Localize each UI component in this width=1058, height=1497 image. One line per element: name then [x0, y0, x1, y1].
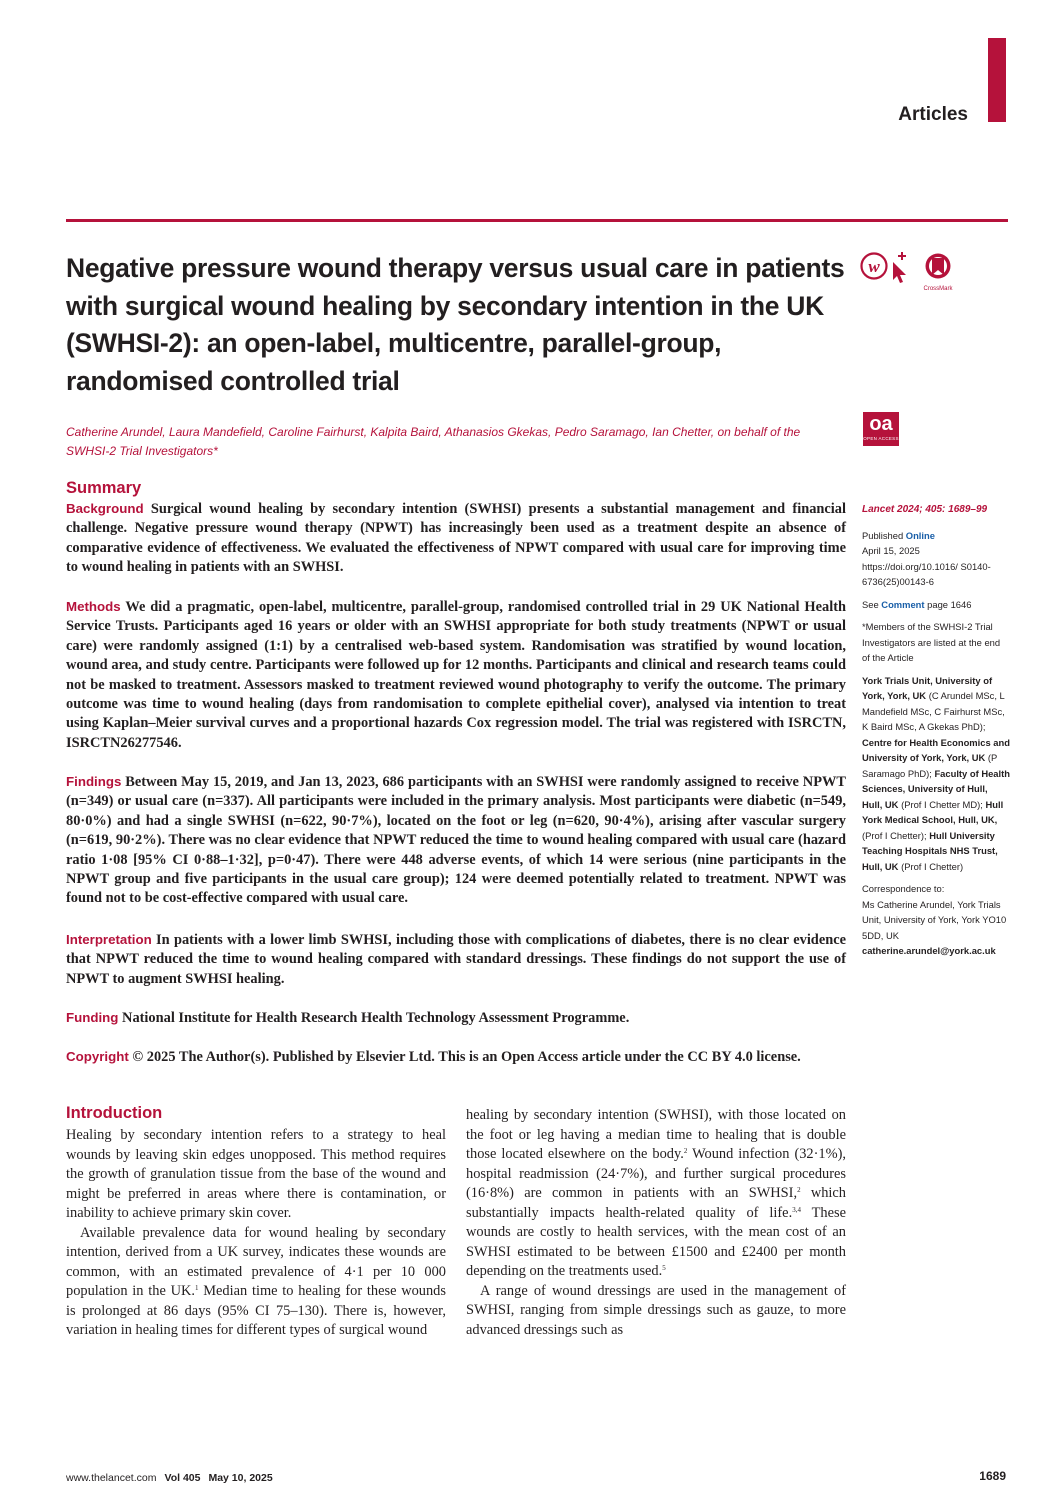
intro-p2-text-a: Available prevalence data for wound healing by secondary intention, derived from a UK survey, indicates these wounds are common, with an estimated prevalence of 4·1 per 10 000 population in the UK.: [66, 1224, 446, 1299]
affiliation-4-authors: (Prof I Chetter);: [862, 829, 930, 841]
issue-date: May 10, 2025: [208, 1472, 273, 1484]
affiliation-5-authors: (Prof I Chetter): [898, 860, 964, 872]
abstract-background-label: Background: [66, 501, 144, 516]
abstract-funding: [66, 1008, 846, 1028]
introduction-heading: Introduction: [66, 1104, 163, 1122]
cursor-add-icon[interactable]: [893, 252, 906, 283]
abstract-background: [66, 499, 846, 578]
see-rest: page 1646: [924, 598, 972, 610]
correspondence-address: Ms Catherine Arundel, York Trials Unit, University of York, York YO10 5DD, UK: [862, 898, 1007, 941]
abstract-interpretation-label: Interpretation: [66, 932, 152, 947]
intro-p3-text-c: which substantially impacts health-related quality of life.: [466, 1185, 846, 1221]
affiliation-2-authors: (P Saramago PhD);: [862, 752, 998, 779]
affiliation-3: Faculty of Health Sciences, University of Hull, Hull, UK: [862, 767, 1010, 810]
publication-info: [862, 528, 1010, 590]
published-prefix: Published: [862, 529, 906, 541]
abstract-copyright-text: © 2025 The Author(s). Published by Elsevier Ltd. This is an Open Access article under the CC BY 4.0 license.: [132, 1049, 801, 1065]
affiliation-1: York Trials Unit, University of York, York, UK: [862, 674, 993, 701]
body-column-left: [66, 1126, 446, 1341]
crossmark-label: CrossMark: [923, 286, 953, 292]
published-online-link[interactable]: Online: [905, 529, 935, 541]
author-list: Catherine Arundel, Laura Mandefield, Caroline Fairhurst, Kalpita Baird, Athanasios Gkekas, Pedro Saramago, Ian Chetter, on behalf of the SWHSI-2 Trial Investigators*: [66, 425, 801, 458]
intro-p3-text-d: These wounds are costly to health services, with the mean cost of an SWHSI estimated to be between £1500 and £2400 per month depending on the treatments used.: [466, 1204, 847, 1279]
affiliations: [862, 673, 1010, 875]
citation-alert-icon[interactable]: [862, 254, 887, 279]
members-note: *Members of the SWHSI-2 Trial Investigators are listed at the end of the Article: [862, 621, 1001, 663]
abstract-methods-text: We did a pragmatic, open-label, multicentre, parallel-group, randomised controlled trial in 29 UK National Health Service Trusts. Participants aged 16 years or older with an SWHSI appropriate for both study treatments (NPWT or usual care) were randomly assigned (1:1) by a centralised web-based system. Randomisation was stratified by wound location, wound area, and study centre. Participants were followed up for 12 months. Participants and clinical and research teams could not be masked to treatment. Assessors masked to treatment reviewed wound photography to verify the outcome. The primary outcome was time to wound healing (days from randomisation to complete epithelial cover), analysed via intention to treat using Kaplan–Meier survival curves and a proportional hazards Cox regression model. The trial was registered with ISRCTN, ISRCTN26277546.: [66, 599, 846, 751]
summary-heading: Summary: [66, 479, 142, 497]
see-comment: [862, 597, 1010, 613]
abstract-funding-text: National Institute for Health Research Health Technology Assessment Programme.: [122, 1010, 630, 1026]
journal-volume: Vol 405: [164, 1472, 201, 1484]
section-label: Articles: [898, 104, 968, 125]
doi-text: April 15, 2025 https://doi.org/10.1016/ S0140-6736(25)00143-6: [862, 545, 991, 587]
abstract-findings-label: Findings: [66, 774, 122, 789]
intro-p3-text-a: healing by secondary intention (SWHSI), with those located on the foot or leg having a median time to healing that is double those located elsewhere on the body.: [466, 1107, 846, 1162]
abstract-funding-label: Funding: [66, 1010, 119, 1025]
reference-marker[interactable]: 5: [662, 1264, 666, 1272]
intro-paragraph-3: [466, 1106, 846, 1282]
affiliation-5: Hull University Teaching Hospitals NHS Trust, Hull, UK: [862, 829, 998, 872]
reference-marker[interactable]: 1: [194, 1284, 199, 1292]
abstract-findings: [66, 772, 846, 909]
affiliation-4: Hull York Medical School, Hull, UK,: [862, 798, 1004, 825]
journal-website[interactable]: www.thelancet.com: [66, 1472, 157, 1484]
reference-marker[interactable]: 2: [683, 1147, 688, 1155]
affiliation-1-authors: (C Arundel MSc, L Mandefield MSc, C Fairhurst MSc, K Baird MSc, A Gkekas PhD);: [862, 690, 1005, 732]
header-rule: [66, 219, 1008, 222]
oa-sub-label: OPEN ACCESS: [863, 436, 899, 441]
abstract-background-text: Surgical wound healing by secondary intention (SWHSI) presents a substantial management and financial challenge. Negative pressure wound therapy (NPWT) has increasingly been used as a treatment despite an absence of comparative evidence of effectiveness. We evaluated the effectiveness of NPWT compared with usual care for improving time to wound healing in patients with an SWHSI.: [66, 501, 846, 576]
journal-citation: Lancet 2024; 405: 1689–99: [862, 504, 988, 515]
comment-link[interactable]: Comment: [881, 598, 925, 610]
intro-paragraph-4: A range of wound dressings are used in the management of SWHSI, ranging from simple dressings such as gauze, to more advanced dressings such as: [466, 1282, 846, 1338]
article-title: Negative pressure wound therapy versus usual care in patients with surgical wound healing by secondary intention in the UK (SWHSI-2): an open-label, multicentre, parallel-group, randomised controlled trial: [66, 253, 845, 396]
intro-p3-text-b: Wound infection (32·1%), hospital readmission (24·7%), and further surgical procedures (16·8%) are common in patients with an SWHSI,: [466, 1146, 846, 1201]
abstract-methods-label: Methods: [66, 599, 121, 614]
article-tools-graphic: [860, 250, 970, 295]
affiliation-2: Centre for Health Economics and University of York, York, UK: [862, 736, 1010, 763]
correspondence-label: Correspondence to:: [862, 883, 945, 894]
intro-paragraph-1: Healing by secondary intention refers to a strategy to heal wounds by leaving skin edges unopposed. This method requires the growth of granulation tissue from the base of the wound and might be preferred in areas where there is contamination, or inability to achieve primary skin cover.: [66, 1127, 446, 1221]
open-access-badge: [863, 412, 899, 446]
intro-paragraph-2: [66, 1224, 446, 1341]
abstract-copyright-label: Copyright: [66, 1049, 129, 1064]
crossmark-icon[interactable]: [923, 254, 953, 293]
svg-text:w: w: [868, 257, 880, 276]
correspondence: [862, 881, 1010, 959]
page-footer: [66, 1472, 273, 1484]
article-sidebar: [862, 502, 1010, 966]
oa-label: oa: [869, 413, 893, 435]
see-prefix: See: [862, 598, 882, 610]
abstract-interpretation: [66, 930, 846, 989]
affiliation-3-authors: (Prof I Chetter MD);: [898, 798, 986, 810]
header-accent-bar: [988, 38, 1006, 122]
abstract-copyright: [66, 1047, 846, 1067]
abstract-methods: [66, 597, 846, 753]
intro-p2-text-b: Median time to healing for these wounds is prolonged at 86 days (95% CI 75–130). There is, however, variation in healing times for different types of surgical wound: [66, 1283, 446, 1338]
reference-marker[interactable]: 2: [797, 1186, 801, 1194]
correspondence-email[interactable]: catherine.arundel@york.ac.uk: [862, 945, 996, 956]
page-number: 1689: [979, 1469, 1006, 1483]
abstract-findings-text: Between May 15, 2019, and Jan 13, 2023, 686 participants with an SWHSI were randomly assigned to receive NPWT (n=349) or usual care (n=337). All participants were included in the primary analysis. Most participants were diabetic (n=549, 80·0%) and had a single SWHSI (n=622, 90·7%), located on the foot or leg (n=620, 90·4%), arising after vascular surgery (n=619, 90·2%). There was no clear evidence that NPWT reduced the time to wound healing compared with usual care (hazard ratio 1·08 [95% CI 0·88–1·32], p=0·47). There were 448 adverse events, of which 14 were serious (nine participants in the NPWT group and five participants in the usual care group); 124 were deemed potentially related to treatment. NPWT was found not to be cost-effective compared with usual care.: [66, 774, 846, 907]
article-tools: [860, 250, 970, 295]
reference-marker[interactable]: 3,4: [792, 1205, 801, 1214]
abstract-interpretation-text: In patients with a lower limb SWHSI, including those with complications of diabetes, there is no clear evidence that NPWT reduced the time to wound healing compared with standard dressings. These findings do not support the use of NPWT to augment SWHSI healing.: [66, 932, 846, 987]
body-column-right: [466, 1106, 846, 1340]
